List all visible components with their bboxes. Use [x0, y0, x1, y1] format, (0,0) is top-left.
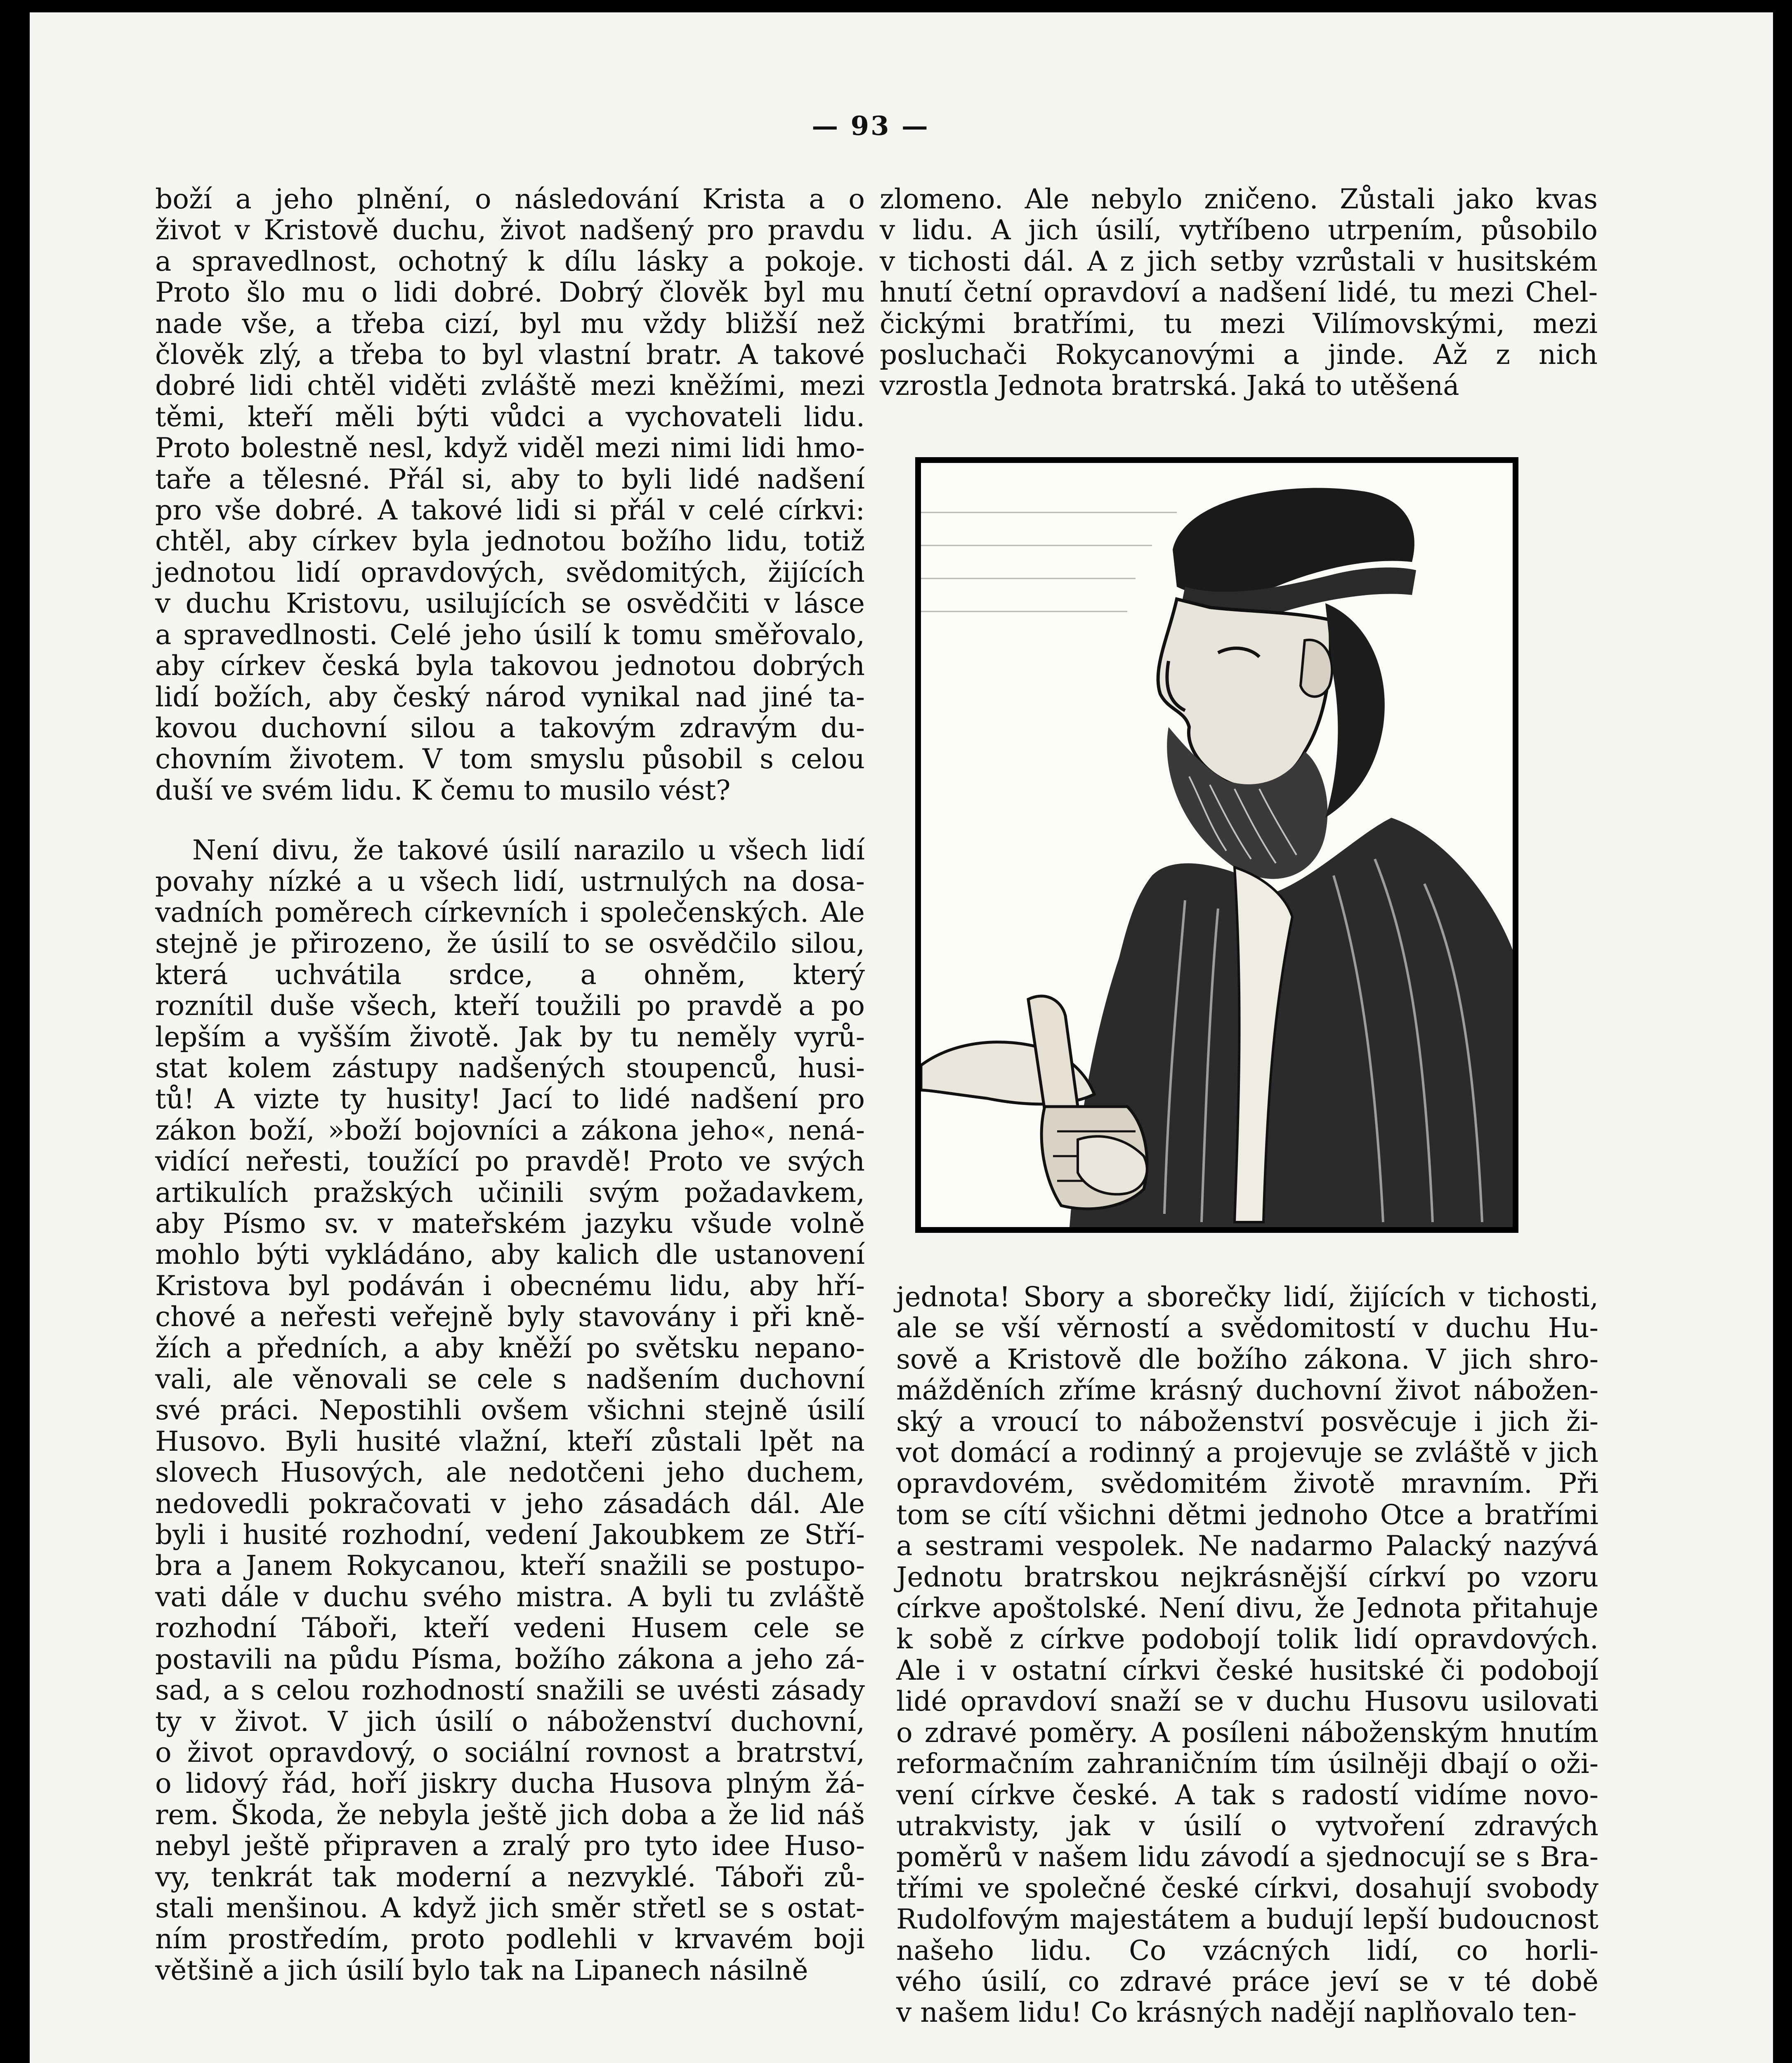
text-line: stejně je přirozeno, že úsilí to se osvědčilo silou, — [155, 928, 865, 960]
scan-border-right — [1773, 0, 1792, 2063]
text-line: mohlo býti vykládáno, aby kalich dle ustanovení — [155, 1239, 865, 1271]
text-line: vidící neřesti, toužící po pravdě! Proto ve svých — [155, 1145, 865, 1178]
text-line: povahy nízké a u všech lidí, ustrnulých na dosa- — [155, 865, 865, 897]
text-line: Rudolfovým majestátem a budují lepší budoucnost — [896, 1903, 1598, 1936]
text-line: utrakvisty, jak v úsilí o vytvoření zdravých — [896, 1810, 1598, 1842]
text-line: taře a tělesné. Přál si, aby to byli lidé nadšení — [155, 463, 865, 495]
text-line: sově a Kristově dle božího zákona. V jich shro- — [896, 1343, 1598, 1375]
text-line: člověk zlý, a třeba to byl vlastní bratr. A takové — [155, 339, 865, 371]
text-line: život v Kristově duchu, život nadšený pro pravdu — [155, 214, 865, 246]
text-line: nedovedli pokračovati v jeho zásadách dál. Ale — [155, 1487, 865, 1520]
text-line: o zdravé poměry. A posíleni náboženským hnutím — [896, 1716, 1598, 1749]
text-line: artikulích pražských učinili svým požadavkem, — [155, 1176, 865, 1209]
text-line: lidé opravdoví snaží se v duchu Husovu usilovati — [896, 1685, 1598, 1718]
text-line: stali menšinou. A když jich směr střetl se s ostat- — [155, 1892, 865, 1924]
paragraph-3 — [880, 184, 1598, 401]
text-line: nade vše, a třeba cizí, byl mu vždy bližší než — [155, 307, 865, 340]
text-line: pro vše dobré. A takové lidi si přál v celé církvi: — [155, 494, 865, 526]
text-line: třími ve společné české církvi, dosahují svobody — [896, 1872, 1598, 1904]
text-line: o život opravdový, o sociální rovnost a bratrství, — [155, 1736, 865, 1768]
text-line: Není divu, že takové úsilí narazilo u všech lidí — [192, 834, 865, 866]
text-line: rem. Škoda, že nebyla ještě jich doba a že lid náš — [155, 1799, 865, 1831]
text-line: mážděních zříme krásný duchovní život nábožen- — [896, 1374, 1598, 1407]
text-line: většině a jich úsilí bylo tak na Lipanech násilně — [155, 1954, 808, 1986]
text-line: stat kolem zástupy nadšených stoupenců, husi- — [155, 1052, 865, 1084]
portrait-illustration — [921, 463, 1513, 1227]
text-line: duší ve svém lidu. K čemu to musilo vést? — [155, 774, 731, 806]
text-line: Ale i v ostatní církvi české husitské či podobojí — [896, 1654, 1598, 1686]
paragraph-1 — [155, 184, 865, 806]
text-line: nebyl ještě připraven a zralý pro tyto idee Huso- — [155, 1830, 865, 1862]
text-line: církve apoštolské. Není divu, že Jednota přitahuje — [896, 1592, 1598, 1624]
text-line: chtěl, aby církev byla jednotou božího lidu, totiž — [155, 525, 865, 557]
text-line: vzrostla Jednota bratrská. Jaká to utěšená — [880, 370, 1459, 402]
text-line: reformačním zahraničním tím úsilněji dbají o oži- — [896, 1748, 1598, 1780]
text-line: tů! A vizte ty husity! Jací to lidé nadšení pro — [155, 1083, 865, 1115]
text-line: ský a vroucí to náboženství posvěcuje i jich ži- — [896, 1405, 1598, 1437]
text-line: která uchvátila srdce, a ohněm, který — [155, 958, 865, 991]
scan-border-top — [0, 0, 1792, 12]
text-line: žích a předních, a aby kněží po světsku nepano- — [155, 1332, 865, 1364]
text-line: a sestrami vespolek. Ne nadarmo Palacký nazývá — [896, 1530, 1598, 1562]
text-line: Jednotu bratrskou nejkrásnější církví po vzoru — [896, 1561, 1598, 1593]
scan-border-left — [0, 0, 30, 2063]
text-line: dobré lidi chtěl viděti zvláště mezi kněžími, mezi — [155, 370, 865, 402]
text-line: v duchu Kristovu, usilujících se osvědčiti v lásce — [155, 588, 865, 620]
text-line: vati dále v duchu svého mistra. A byli tu zvláště — [155, 1581, 865, 1613]
text-line: lepším a vyšším životě. Jak by tu neměly vyrů- — [155, 1021, 865, 1053]
text-line: aby církev česká byla takovou jednotou dobrých — [155, 650, 865, 682]
portrait-woodcut-jan-hus — [915, 457, 1518, 1233]
text-line: ním prostředím, proto podlehli v krvavém boji — [155, 1923, 865, 1955]
text-line: k sobě z církve podobojí tolik lidí opravdových. — [896, 1623, 1598, 1655]
text-line: postavili na půdu Písma, božího zákona a jeho zá- — [155, 1643, 865, 1675]
page-number: — 93 — — [812, 111, 930, 142]
right-column-bottom — [896, 1282, 1598, 2028]
text-line: vot domácí a rodinný a projevuje se zvláště v jich — [896, 1437, 1598, 1469]
text-line: v tichosti dál. A z jich setby vzrůstali v husitském — [880, 245, 1598, 277]
text-line: v lidu. A jich úsilí, vytříbeno utrpením, působilo — [880, 214, 1598, 246]
text-line: vého úsilí, co zdravé práce jeví se v té době — [896, 1965, 1598, 1997]
text-line: Kristova byl podáván i obecnému lidu, aby hří- — [155, 1270, 865, 1302]
text-line: chovním životem. V tom smyslu působil s celou — [155, 743, 865, 775]
text-line: slovech Husových, ale nedotčeni jeho duchem, — [155, 1456, 865, 1489]
text-line: našeho lidu. Co vzácných lidí, co horli- — [896, 1934, 1598, 1966]
text-line: posluchači Rokycanovými a jinde. Až z nich — [880, 339, 1598, 371]
text-line: ty v život. V jich úsilí o náboženství duchovní, — [155, 1705, 865, 1737]
text-line: ale se vší věrností a svědomitostí v duchu Hu- — [896, 1312, 1598, 1344]
text-line: kovou duchovní silou a takovým zdravým du- — [155, 712, 865, 744]
text-line: jednota! Sbory a sborečky lidí, žijících v tichosti, — [896, 1281, 1598, 1313]
text-line: rozhodní Táboři, kteří vedeni Husem cele se — [155, 1612, 865, 1644]
text-line: lidí božích, aby český národ vynikal nad jiné ta- — [155, 681, 865, 713]
text-line: čickými bratřími, tu mezi Vilímovskými, mezi — [880, 307, 1598, 340]
text-line: a spravedlnost, ochotný k dílu lásky a pokoje. — [155, 245, 865, 277]
text-line: tom se cítí všichni dětmi jednoho Otce a bratřími — [896, 1499, 1598, 1531]
text-line: jednotou lidí opravdových, svědomitých, žijících — [155, 556, 865, 588]
text-line: vy, tenkrát tak moderní a nezvyklé. Táboři zů- — [155, 1861, 865, 1893]
text-line: Proto šlo mu o lidi dobré. Dobrý člověk byl mu — [155, 276, 865, 309]
paragraph-2 — [155, 835, 865, 1986]
text-line: vadních poměrech církevních i společenských. Ale — [155, 896, 865, 928]
paragraph-4 — [896, 1282, 1598, 2028]
text-line: hnutí četní opravdoví a nadšení lidé, tu mezi Chel- — [880, 276, 1598, 309]
text-line: aby Písmo sv. v mateřském jazyku všude volně — [155, 1208, 865, 1239]
text-line: boží a jeho plnění, o následování Krista a o — [155, 183, 865, 215]
text-line: Husovo. Byli husité vlažní, kteří zůstali lpět na — [155, 1425, 865, 1457]
text-line: zlomeno. Ale nebylo zničeno. Zůstali jako kvas — [880, 183, 1598, 215]
text-line: Proto bolestně nesl, když viděl mezi nimi lidi hmo- — [155, 432, 865, 464]
text-line: vení církve české. A tak s radostí vidíme novo- — [896, 1779, 1598, 1811]
text-line: vali, ale věnovali se cele s nadšením duchovní — [155, 1363, 865, 1395]
text-line: těmi, kteří měli býti vůdci a vychovateli lidu. — [155, 401, 865, 433]
text-line: byli i husité rozhodní, vedení Jakoubkem ze Stří- — [155, 1519, 865, 1551]
text-line: bra a Janem Rokycanou, kteří snažili se postupo- — [155, 1550, 865, 1582]
text-line: roznítil duše všech, kteří toužili po pravdě a po — [155, 990, 865, 1022]
text-line: své práci. Nepostihli ovšem všichni stejně úsilí — [155, 1394, 865, 1426]
text-line: sad, a s celou rozhodností snažili se uvésti zásady — [155, 1674, 865, 1707]
text-line: opravdovém, svědomitém životě mravním. Při — [896, 1468, 1598, 1500]
left-column — [155, 184, 865, 1986]
text-line: poměrů v našem lidu závodí a sjednocují se s Bra- — [896, 1841, 1598, 1873]
text-line: v našem lidu! Co krásných nadějí naplňovalo ten- — [896, 1997, 1577, 2029]
text-line: zákon boží, »boží bojovníci a zákona jeho«, nená- — [155, 1114, 865, 1146]
text-line: chové a neřesti veřejně byly stavovány i při kně- — [155, 1301, 865, 1333]
right-column-top — [880, 184, 1598, 401]
text-line: o lidový řád, hoří jiskry ducha Husova plným žá- — [155, 1768, 865, 1800]
text-line: a spravedlnosti. Celé jeho úsilí k tomu směřovalo, — [155, 618, 865, 651]
